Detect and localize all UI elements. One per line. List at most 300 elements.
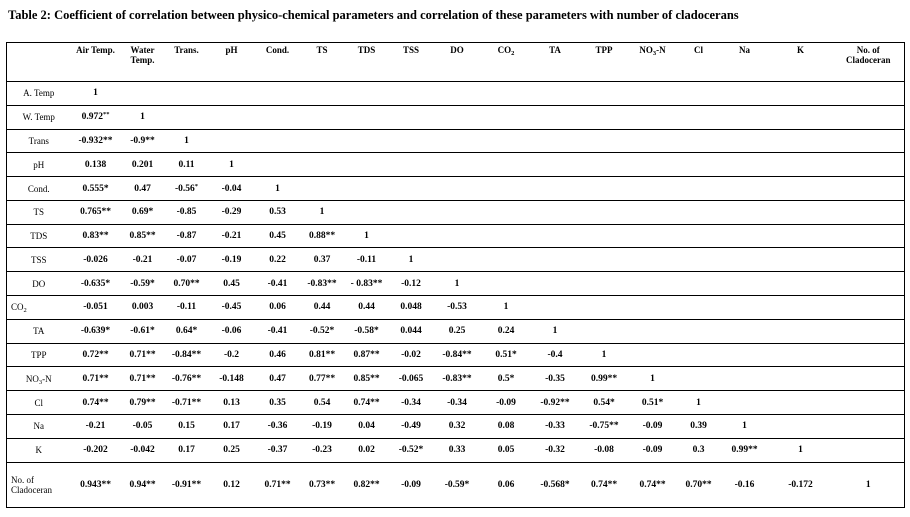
table-cell [71, 462, 121, 508]
column-header-label: TS [316, 45, 328, 55]
table-cell [531, 343, 580, 367]
table-cell [769, 367, 833, 391]
table-cell [255, 200, 301, 224]
table-row [7, 129, 905, 153]
table-cell [344, 105, 390, 129]
cell-value: 0.003 [131, 302, 154, 313]
cell-value: -0.34 [447, 397, 467, 408]
table-cell [121, 272, 165, 296]
cell-value: -0.52* [398, 445, 424, 456]
column-header-label: NO [639, 45, 653, 55]
cell-value: -0.53 [447, 302, 467, 313]
cell-value: -0.2 [223, 349, 240, 360]
table-cell [721, 129, 769, 153]
table-cell [629, 82, 677, 106]
table-cell [121, 367, 165, 391]
column-header-label: DO [450, 45, 464, 55]
column-header [165, 43, 209, 82]
table-cell [165, 414, 209, 438]
cell-value: 0.54* [593, 397, 615, 408]
cell-value: 0.71** [129, 349, 156, 360]
table-cell [769, 272, 833, 296]
table-cell [121, 248, 165, 272]
cell-value: 1 [552, 326, 558, 337]
table-row [7, 272, 905, 296]
cell-value: -0.91** [171, 479, 202, 490]
table-cell [121, 391, 165, 415]
row-label-text: TA [33, 326, 45, 337]
table-cell [390, 248, 433, 272]
cell-value: 0.99** [590, 373, 618, 384]
cell-value: -0.09 [642, 421, 663, 432]
table-cell [629, 105, 677, 129]
table-cell [531, 224, 580, 248]
table-cell [580, 153, 629, 177]
table-cell [165, 296, 209, 320]
table-cell [390, 129, 433, 153]
table-cell [209, 438, 255, 462]
cell-value: 0.88** [308, 231, 336, 242]
table-cell [71, 343, 121, 367]
table-cell [301, 438, 344, 462]
cell-value: 1 [408, 254, 414, 265]
cell-value: 1 [140, 112, 145, 123]
table-cell [580, 129, 629, 153]
cell-value: 0.74** [353, 397, 380, 408]
column-header [301, 43, 344, 82]
column-header-label: TPP [595, 45, 613, 55]
table-cell [580, 462, 629, 508]
cell-value: 1 [229, 159, 234, 170]
table-cell [482, 367, 531, 391]
table-cell [721, 153, 769, 177]
table-cell [71, 319, 121, 343]
cell-value: 0.74** [82, 397, 109, 408]
table-caption: Table 2: Coefficient of correlation between physico-chemical parameters and correlation of these parameters with number of cladocerans [8, 8, 739, 22]
table-cell [580, 224, 629, 248]
table-cell [301, 414, 344, 438]
row-label-text: Cl [34, 397, 43, 408]
cell-value: -0.83** [307, 278, 337, 289]
table-cell [71, 414, 121, 438]
table-cell [344, 200, 390, 224]
cell-value: 0.85** [129, 231, 156, 242]
cell-value: 0.32 [448, 421, 466, 432]
table-cell [769, 129, 833, 153]
table-cell [677, 82, 721, 106]
cell-value: 0.74** [590, 479, 618, 490]
table-body [7, 82, 905, 508]
table-cell [390, 82, 433, 106]
cell-value: -0.16 [734, 479, 755, 490]
table-cell [433, 319, 482, 343]
row-label [7, 462, 71, 508]
table-cell [121, 82, 165, 106]
table-cell [629, 343, 677, 367]
table-cell [344, 438, 390, 462]
row-label [7, 129, 71, 153]
table-cell [165, 153, 209, 177]
table-cell [344, 462, 390, 508]
table-cell [121, 200, 165, 224]
row-label [7, 248, 71, 272]
cell-value: -0.29 [221, 207, 242, 218]
table-row [7, 319, 905, 343]
table-cell [482, 391, 531, 415]
table-cell [71, 105, 121, 129]
table-cell [769, 177, 833, 201]
cell-value: 0.35 [269, 397, 286, 408]
table-cell [677, 105, 721, 129]
row-label-text: TS [33, 207, 44, 218]
table-cell [121, 105, 165, 129]
table-cell [833, 105, 905, 129]
cell-value: -0.4 [547, 349, 563, 360]
cell-value: 0.79** [129, 397, 156, 408]
table-cell [71, 82, 121, 106]
table-cell [769, 105, 833, 129]
table-cell [433, 177, 482, 201]
table-cell [121, 129, 165, 153]
table-cell [833, 82, 905, 106]
column-header [580, 43, 629, 82]
cell-value: 0.11 [178, 159, 195, 170]
cell-value: -0.02 [401, 349, 421, 360]
cell-value: 0.74** [639, 479, 666, 490]
table-cell [677, 343, 721, 367]
column-header [7, 43, 71, 82]
column-header [71, 43, 121, 82]
cell-value: 0.39 [690, 421, 707, 432]
table-cell [833, 367, 905, 391]
table-cell [71, 177, 121, 201]
row-label-text: Cond. [27, 183, 50, 194]
table-cell [209, 177, 255, 201]
row-label [7, 367, 71, 391]
row-label-text: CO [11, 302, 24, 313]
table-cell [255, 105, 301, 129]
table-cell [677, 414, 721, 438]
column-header-label: TA [549, 45, 561, 55]
table-cell [721, 462, 769, 508]
column-header-label: K [796, 45, 804, 55]
cell-value: -0.042 [130, 445, 155, 456]
cell-value: 0.02 [358, 445, 375, 456]
column-header [482, 43, 531, 82]
table-cell [209, 153, 255, 177]
column-header-label: Cl [694, 45, 703, 55]
table-cell [629, 177, 677, 201]
cell-value: -0.45 [221, 302, 242, 313]
cell-value: -0.61* [130, 326, 155, 337]
cell-value: -0.568* [540, 479, 570, 490]
row-label [7, 82, 71, 106]
row-label [7, 272, 71, 296]
table-cell [531, 438, 580, 462]
table-cell [833, 153, 905, 177]
table-cell [255, 319, 301, 343]
cell-value: 0.44 [313, 302, 331, 313]
cell-value: -0.85 [176, 207, 197, 218]
table-cell [255, 224, 301, 248]
table-cell [769, 438, 833, 462]
table-cell [255, 367, 301, 391]
row-label-subscript: 2 [23, 307, 27, 315]
table-cell [677, 272, 721, 296]
table-cell [121, 319, 165, 343]
table-cell [531, 200, 580, 224]
table-cell [721, 82, 769, 106]
cell-value: -0.36 [267, 421, 288, 432]
table-cell [344, 224, 390, 248]
cell-value: -0.34 [401, 397, 421, 408]
table-cell [255, 272, 301, 296]
column-header [255, 43, 301, 82]
table-cell [629, 296, 677, 320]
table-cell [677, 462, 721, 508]
row-label [7, 200, 71, 224]
table-cell [721, 248, 769, 272]
row-label-text: Na [33, 421, 44, 432]
table-cell [255, 177, 301, 201]
table-cell [165, 129, 209, 153]
cell-value: -0.21 [85, 421, 106, 432]
table-cell [531, 462, 580, 508]
table-cell [769, 224, 833, 248]
cell-value: 0.33 [448, 445, 466, 456]
table-cell [209, 248, 255, 272]
table-cell [301, 319, 344, 343]
cell-value: -0.051 [83, 302, 108, 313]
cell-value: 1 [454, 278, 460, 289]
cell-value: 0.17 [178, 445, 195, 456]
table-cell [833, 200, 905, 224]
cell-value: -0.09 [642, 445, 663, 456]
row-label-subscript: 3 [38, 378, 43, 386]
row-label-text: A. Temp [23, 88, 55, 99]
cell-value: 0.46 [269, 349, 286, 360]
table-cell [629, 414, 677, 438]
table-cell [531, 248, 580, 272]
table-cell [677, 153, 721, 177]
cell-value: 0.85** [353, 373, 380, 384]
cell-value: 0.25 [448, 326, 466, 337]
table-row [7, 224, 905, 248]
cell-value: 0.972 [81, 112, 103, 123]
table-row [7, 248, 905, 272]
table-cell [629, 224, 677, 248]
cell-value: 0.99** [731, 445, 758, 456]
row-label [7, 177, 71, 201]
cell-value: 0.15 [178, 421, 195, 432]
cell-value: -0.59* [444, 479, 470, 490]
cell-value: -0.52* [309, 326, 335, 337]
cell-value: 0.37 [313, 254, 331, 265]
row-label [7, 153, 71, 177]
column-header [344, 43, 390, 82]
table-cell [482, 177, 531, 201]
column-header [629, 43, 677, 82]
table-cell [580, 200, 629, 224]
table-cell [833, 391, 905, 415]
table-cell [301, 153, 344, 177]
table-cell [390, 438, 433, 462]
table-cell [390, 153, 433, 177]
cell-value: -0.932** [78, 135, 113, 146]
cell-value: -0.33 [545, 421, 565, 432]
table-cell [629, 319, 677, 343]
table-cell [255, 296, 301, 320]
table-cell [580, 296, 629, 320]
row-label [7, 224, 71, 248]
table-cell [301, 367, 344, 391]
cell-value: 0.555* [82, 183, 109, 194]
table-cell [721, 296, 769, 320]
table-cell [531, 105, 580, 129]
table-cell [121, 296, 165, 320]
table-cell [209, 200, 255, 224]
table-row [7, 105, 905, 129]
cell-value: -0.84** [442, 349, 472, 360]
row-label-text: DO [32, 278, 46, 289]
cell-value: -0.21 [132, 254, 153, 265]
table-cell [255, 343, 301, 367]
table-cell [721, 367, 769, 391]
table-cell [531, 272, 580, 296]
cell-value: 0.048 [400, 302, 422, 313]
column-header-subscript: 3 [652, 50, 657, 57]
table-cell [209, 82, 255, 106]
cell-value: 0.53 [269, 207, 286, 218]
cell-value: 0.06 [497, 479, 515, 490]
cell-value: -0.11 [176, 302, 197, 313]
table-cell [390, 462, 433, 508]
cell-value: -0.92** [540, 397, 570, 408]
table-cell [833, 177, 905, 201]
cell-value: -0.35 [545, 373, 565, 384]
table-cell [531, 414, 580, 438]
table-cell [482, 248, 531, 272]
table-cell [433, 129, 482, 153]
column-header-label: TDS [357, 45, 376, 55]
row-label-text: TSS [30, 254, 47, 265]
cell-value: 0.73** [308, 479, 336, 490]
table-cell [482, 200, 531, 224]
table-row [7, 177, 905, 201]
table-cell [344, 296, 390, 320]
table-cell [580, 177, 629, 201]
row-label [7, 105, 71, 129]
table-cell [209, 414, 255, 438]
table-cell [390, 224, 433, 248]
table-cell [255, 462, 301, 508]
cell-value: 0.201 [131, 159, 154, 170]
table-cell [721, 438, 769, 462]
table-cell [433, 200, 482, 224]
column-header [390, 43, 433, 82]
cell-value: -0.84** [171, 349, 202, 360]
column-header-label: Na [739, 45, 750, 55]
table-row [7, 343, 905, 367]
table-cell [531, 177, 580, 201]
table-cell [165, 272, 209, 296]
cell-value: 0.04 [358, 421, 375, 432]
table-cell [629, 462, 677, 508]
cell-value: 0.77** [308, 373, 336, 384]
table-cell [482, 343, 531, 367]
table-row [7, 414, 905, 438]
table-cell [344, 82, 390, 106]
table-row [7, 82, 905, 106]
table-cell [677, 129, 721, 153]
cell-value: -0.83** [442, 373, 472, 384]
table-cell [390, 391, 433, 415]
cell-value: 1 [364, 231, 369, 242]
table-cell [209, 319, 255, 343]
cell-value: -0.639* [80, 326, 111, 337]
cell-value: -0.58* [354, 326, 379, 337]
table-cell [833, 296, 905, 320]
table-cell [580, 438, 629, 462]
table-cell [769, 414, 833, 438]
table-cell [209, 105, 255, 129]
table-cell [165, 248, 209, 272]
cell-value: 0.765** [80, 207, 111, 218]
table-cell [721, 272, 769, 296]
table-cell [255, 129, 301, 153]
table-cell [769, 82, 833, 106]
cell-value: -0.11 [356, 254, 377, 265]
table-cell [433, 105, 482, 129]
cell-value: 0.64* [175, 326, 198, 337]
table-cell [433, 391, 482, 415]
table-cell [833, 462, 905, 508]
cell-value: 0.71** [82, 373, 109, 384]
table-cell [580, 343, 629, 367]
table-cell [580, 248, 629, 272]
table-cell [833, 319, 905, 343]
table-cell [344, 272, 390, 296]
cell-value: 0.94** [129, 479, 156, 490]
cell-value: -0.21 [221, 231, 242, 242]
table-cell [833, 343, 905, 367]
row-label [7, 391, 71, 415]
cell-value: -0.026 [83, 254, 108, 265]
column-header [833, 43, 905, 82]
table-cell [301, 177, 344, 201]
cell-value: 0.69* [131, 207, 154, 218]
cell-value: 1 [319, 207, 325, 218]
table-cell [433, 367, 482, 391]
row-label-text: pH [33, 159, 45, 170]
cell-value: 1 [184, 135, 189, 146]
column-header-label: CO [497, 45, 512, 55]
table-cell [482, 105, 531, 129]
table-cell [629, 200, 677, 224]
cell-value: 0.12 [223, 479, 240, 490]
column-header [721, 43, 769, 82]
cell-value: - 0.83** [350, 278, 383, 289]
cell-value: -0.148 [219, 373, 244, 384]
table-cell [209, 296, 255, 320]
table-cell [677, 224, 721, 248]
cell-significance: ** [102, 111, 110, 119]
table-cell [390, 177, 433, 201]
table-cell [833, 272, 905, 296]
cell-significance: * [194, 182, 199, 190]
cell-value: -0.172 [788, 479, 813, 490]
table-cell [301, 272, 344, 296]
